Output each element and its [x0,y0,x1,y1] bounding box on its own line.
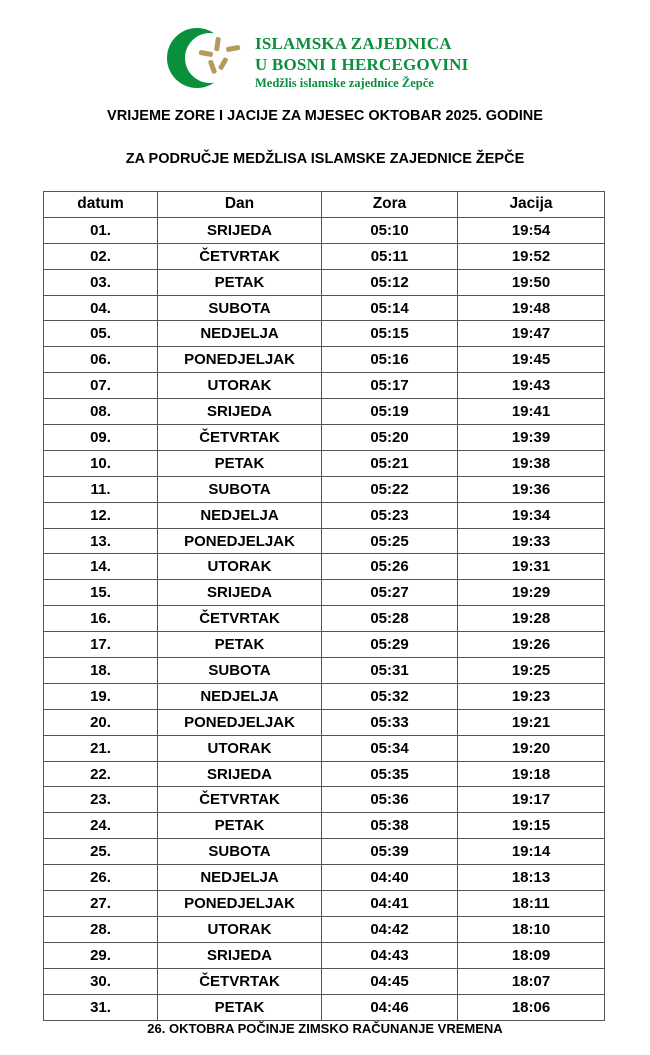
jacija-cell: 19:41 [458,399,605,425]
jacija-cell: 19:33 [458,528,605,554]
jacija-cell: 19:15 [458,813,605,839]
zora-cell: 05:34 [322,735,458,761]
table-row [44,450,605,476]
zora-cell: 05:15 [322,321,458,347]
date-cell: 28. [44,916,158,942]
jacija-cell: 18:10 [458,916,605,942]
org-line-1: ISLAMSKA ZAJEDNICA [255,34,452,53]
date-cell: 21. [44,735,158,761]
date-cell: 17. [44,632,158,658]
date-cell: 23. [44,787,158,813]
date-cell: 25. [44,839,158,865]
jacija-cell: 18:11 [458,891,605,917]
organization-name [255,33,468,92]
date-cell: 22. [44,761,158,787]
date-cell: 12. [44,502,158,528]
table-row [44,347,605,373]
zora-cell: 04:40 [322,865,458,891]
zora-cell: 05:33 [322,709,458,735]
page-subtitle: ZA PODRUČJE MEDŽLISA ISLAMSKE ZAJEDNICE ŽEPČE [125,151,525,167]
day-cell: PONEDJELJAK [158,709,322,735]
day-cell: PONEDJELJAK [158,891,322,917]
day-cell: PETAK [158,813,322,839]
zora-cell: 05:25 [322,528,458,554]
date-cell: 18. [44,658,158,684]
jacija-cell: 19:38 [458,450,605,476]
table-row [44,658,605,684]
jacija-cell: 19:54 [458,217,605,243]
org-line-3: Medžlis islamske zajednice Žepče [255,76,434,90]
column-header-dan: Dan [158,192,322,218]
day-cell: SRIJEDA [158,942,322,968]
jacija-cell: 19:21 [458,709,605,735]
zora-cell: 05:28 [322,606,458,632]
date-cell: 24. [44,813,158,839]
jacija-cell: 19:39 [458,425,605,451]
date-cell: 30. [44,968,158,994]
date-cell: 15. [44,580,158,606]
zora-cell: 04:42 [322,916,458,942]
day-cell: PETAK [158,269,322,295]
zora-cell: 05:31 [322,658,458,684]
jacija-cell: 19:26 [458,632,605,658]
day-cell: PETAK [158,450,322,476]
day-cell: ČETVRTAK [158,787,322,813]
zora-cell: 05:21 [322,450,458,476]
day-cell: PETAK [158,632,322,658]
day-cell: PONEDJELJAK [158,528,322,554]
date-cell: 20. [44,709,158,735]
zora-cell: 05:14 [322,295,458,321]
zora-cell: 05:29 [322,632,458,658]
table-row [44,373,605,399]
zora-cell: 05:36 [322,787,458,813]
table-row [44,839,605,865]
jacija-cell: 19:52 [458,243,605,269]
table-row [44,683,605,709]
table-row [44,321,605,347]
zora-cell: 05:12 [322,269,458,295]
zora-cell: 05:22 [322,476,458,502]
day-cell: NEDJELJA [158,683,322,709]
header [0,14,650,98]
table-row [44,217,605,243]
table-row [44,399,605,425]
table-header-row [44,192,605,218]
date-cell: 07. [44,373,158,399]
zora-cell: 05:23 [322,502,458,528]
date-cell: 26. [44,865,158,891]
zora-cell: 05:32 [322,683,458,709]
date-cell: 31. [44,994,158,1020]
jacija-cell: 19:45 [458,347,605,373]
table-row [44,295,605,321]
day-cell: ČETVRTAK [158,425,322,451]
table-row [44,243,605,269]
day-cell: PONEDJELJAK [158,347,322,373]
jacija-cell: 19:23 [458,683,605,709]
day-cell: ČETVRTAK [158,968,322,994]
table-row [44,735,605,761]
jacija-cell: 18:06 [458,994,605,1020]
column-header-zora: Zora [322,192,458,218]
date-cell: 10. [44,450,158,476]
jacija-cell: 19:48 [458,295,605,321]
day-cell: UTORAK [158,373,322,399]
date-cell: 05. [44,321,158,347]
jacija-cell: 19:29 [458,580,605,606]
day-cell: UTORAK [158,735,322,761]
zora-cell: 05:27 [322,580,458,606]
jacija-cell: 18:13 [458,865,605,891]
jacija-cell: 19:43 [458,373,605,399]
date-cell: 08. [44,399,158,425]
date-cell: 16. [44,606,158,632]
jacija-cell: 19:25 [458,658,605,684]
table-row [44,813,605,839]
date-cell: 06. [44,347,158,373]
day-cell: SUBOTA [158,476,322,502]
zora-cell: 05:26 [322,554,458,580]
day-cell: SRIJEDA [158,217,322,243]
zora-cell: 05:35 [322,761,458,787]
table-row [44,528,605,554]
date-cell: 11. [44,476,158,502]
zora-cell: 05:38 [322,813,458,839]
table-row [44,425,605,451]
table-row [44,916,605,942]
jacija-cell: 18:07 [458,968,605,994]
jacija-cell: 19:50 [458,269,605,295]
table-row [44,502,605,528]
day-cell: ČETVRTAK [158,606,322,632]
date-cell: 29. [44,942,158,968]
day-cell: NEDJELJA [158,321,322,347]
zora-cell: 04:45 [322,968,458,994]
zora-cell: 05:20 [322,425,458,451]
date-cell: 19. [44,683,158,709]
date-cell: 14. [44,554,158,580]
date-cell: 04. [44,295,158,321]
table-row [44,968,605,994]
day-cell: SUBOTA [158,839,322,865]
jacija-cell: 19:47 [458,321,605,347]
table-row [44,942,605,968]
jacija-cell: 19:17 [458,787,605,813]
table-row [44,761,605,787]
table-row [44,554,605,580]
table-row [44,994,605,1020]
jacija-cell: 19:14 [458,839,605,865]
table-row [44,787,605,813]
jacija-cell: 19:18 [458,761,605,787]
zora-cell: 05:17 [322,373,458,399]
zora-cell: 04:43 [322,942,458,968]
day-cell: UTORAK [158,916,322,942]
day-cell: SRIJEDA [158,761,322,787]
day-cell: SRIJEDA [158,399,322,425]
zora-cell: 04:46 [322,994,458,1020]
zora-cell: 05:11 [322,243,458,269]
day-cell: ČETVRTAK [158,243,322,269]
schedule-table [43,191,605,1021]
jacija-cell: 18:09 [458,942,605,968]
table-row [44,269,605,295]
date-cell: 01. [44,217,158,243]
column-header-datum: datum [44,192,158,218]
date-cell: 02. [44,243,158,269]
zora-cell: 04:41 [322,891,458,917]
date-cell: 09. [44,425,158,451]
table-row [44,580,605,606]
table-row [44,606,605,632]
jacija-cell: 19:20 [458,735,605,761]
jacija-cell: 19:31 [458,554,605,580]
day-cell: NEDJELJA [158,502,322,528]
crescent-star-icon [163,22,255,94]
day-cell: PETAK [158,994,322,1020]
day-cell: NEDJELJA [158,865,322,891]
table-body [44,217,605,1020]
footer-note: 26. OKTOBRA POČINJE ZIMSKO RAČUNANJE VREMENA [147,1021,503,1036]
column-header-jacija: Jacija [458,192,605,218]
table-row [44,476,605,502]
jacija-cell: 19:28 [458,606,605,632]
zora-cell: 05:39 [322,839,458,865]
zora-cell: 05:19 [322,399,458,425]
day-cell: SUBOTA [158,295,322,321]
table-row [44,865,605,891]
table-row [44,709,605,735]
zora-cell: 05:10 [322,217,458,243]
day-cell: UTORAK [158,554,322,580]
day-cell: SUBOTA [158,658,322,684]
date-cell: 03. [44,269,158,295]
day-cell: SRIJEDA [158,580,322,606]
zora-cell: 05:16 [322,347,458,373]
jacija-cell: 19:34 [458,502,605,528]
date-cell: 13. [44,528,158,554]
table-row [44,891,605,917]
table-row [44,632,605,658]
page-title: VRIJEME ZORE I JACIJE ZA MJESEC OKTOBAR 2025. GODINE [107,108,543,124]
jacija-cell: 19:36 [458,476,605,502]
date-cell: 27. [44,891,158,917]
org-line-2: U BOSNI I HERCEGOVINI [255,55,469,74]
